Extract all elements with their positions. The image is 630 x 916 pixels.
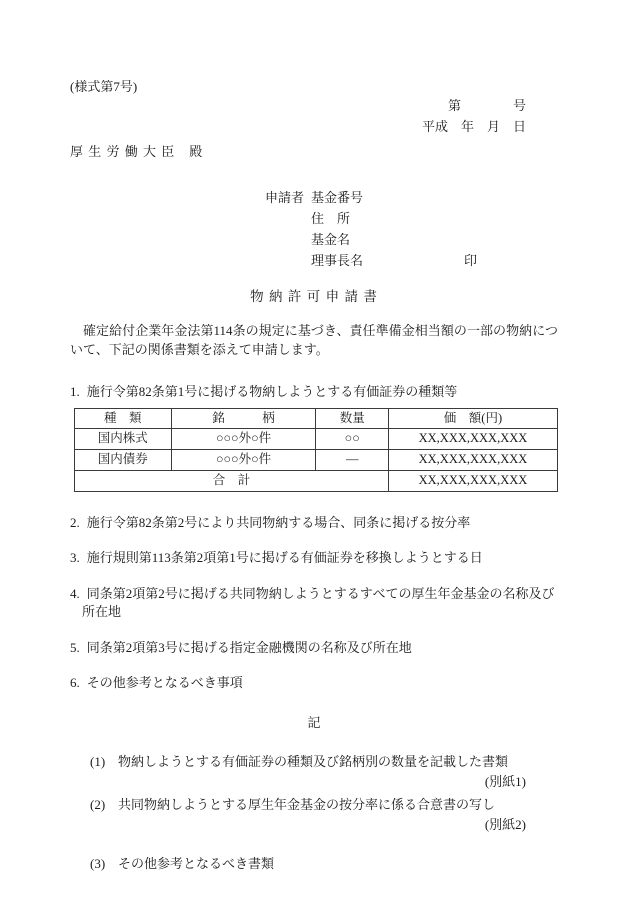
attachment-item-3 — [90, 855, 558, 873]
document-number-line: 第 号 — [447, 98, 526, 114]
item-number: 1. — [70, 384, 80, 400]
item-text: 施行令第82条第1号に掲げる物納しようとする有価証券の種類等 — [86, 384, 458, 400]
date-line: 平成 年 月 日 — [421, 118, 526, 134]
attachment-text: 共同物納しようとする厚生年金基金の按分率に係る合意書の写し — [118, 796, 496, 812]
attachment-ref-2: (別紙2) — [484, 817, 526, 833]
list-item-4 — [70, 585, 558, 622]
item-text: その他参考となるべき事項 — [86, 674, 243, 690]
document-title: 物 納 許 可 申 請 書 — [250, 289, 378, 305]
item-number: 3. — [70, 550, 80, 566]
list-item-1 — [70, 383, 558, 401]
item-text: 同条第2項第2号に掲げる共同物納しようとするすべての厚生年金基金の名称及び所在地 — [82, 585, 555, 620]
cell-quantity: ○○ — [316, 429, 388, 450]
document-header-right — [406, 96, 526, 136]
body-paragraph: 確定給付企業年金法第114条の規定に基づき、責任準備金相当額の一部の物納について、下記の関係書類を添えて申請します。 — [70, 323, 558, 357]
addressee: 厚 生 労 働 大 臣 殿 — [70, 143, 204, 159]
applicant-block — [265, 187, 477, 271]
cell-value: XX,XXX,XXX,XXX — [388, 450, 557, 471]
header-quantity: 数量 — [316, 408, 388, 429]
securities-table — [74, 408, 558, 492]
item-number: 6. — [70, 674, 80, 690]
cell-brand: ○○○外○件 — [171, 450, 316, 471]
applicant-row-fund-name — [265, 229, 477, 250]
attachment-item-1 — [90, 753, 558, 771]
table-total-row — [75, 470, 558, 491]
fund-number-label: 基金番号 — [311, 190, 364, 206]
item-text: 施行令第82条第2号により共同物納する場合、同条に掲げる按分率 — [86, 514, 471, 530]
list-item-2 — [70, 514, 558, 532]
attachment-number: (1) — [90, 753, 106, 769]
table-row — [75, 450, 558, 471]
director-name-label: 理事長名 — [311, 253, 364, 269]
attachment-number: (3) — [90, 855, 106, 871]
attachment-number: (2) — [90, 796, 106, 812]
fund-name-label: 基金名 — [311, 232, 351, 248]
item-number: 2. — [70, 514, 80, 530]
seal-mark: 印 — [463, 253, 477, 269]
address-label: 住 所 — [311, 211, 351, 227]
notes-heading: 記 — [307, 715, 321, 731]
table-header-row — [75, 408, 558, 429]
total-label: 合 計 — [75, 470, 389, 491]
header-brand: 銘 柄 — [171, 408, 316, 429]
table-row — [75, 429, 558, 450]
cell-brand: ○○○外○件 — [171, 429, 316, 450]
applicant-label: 申請者 — [265, 190, 305, 206]
cell-quantity: ― — [316, 450, 388, 471]
cell-value: XX,XXX,XXX,XXX — [388, 429, 557, 450]
cell-type: 国内株式 — [75, 429, 172, 450]
item-number: 5. — [70, 639, 80, 655]
list-item-6 — [70, 674, 558, 692]
applicant-row-director — [265, 250, 477, 271]
list-item-5 — [70, 639, 558, 657]
header-type: 種 類 — [75, 408, 172, 429]
attachment-text: その他参考となるべき書類 — [118, 855, 275, 871]
cell-type: 国内債券 — [75, 450, 172, 471]
applicant-row-address — [265, 208, 477, 229]
attachment-item-2 — [90, 796, 558, 814]
applicant-row-fund-number — [265, 187, 477, 208]
item-number: 4. — [70, 585, 80, 601]
attachment-text: 物納しようとする有価証券の種類及び銘柄別の数量を記載した書類 — [118, 753, 509, 769]
total-value: XX,XXX,XXX,XXX — [388, 470, 557, 491]
list-item-3 — [70, 549, 558, 567]
header-value: 価 額(円) — [388, 408, 557, 429]
form-number-label: (様式第7号) — [70, 79, 138, 94]
item-text: 施行規則第113条第2項第1号に掲げる有価証券を移換しようとする日 — [86, 550, 483, 566]
item-text: 同条第2項第3号に掲げる指定金融機関の名称及び所在地 — [86, 639, 412, 655]
attachment-ref-1: (別紙1) — [484, 774, 526, 790]
